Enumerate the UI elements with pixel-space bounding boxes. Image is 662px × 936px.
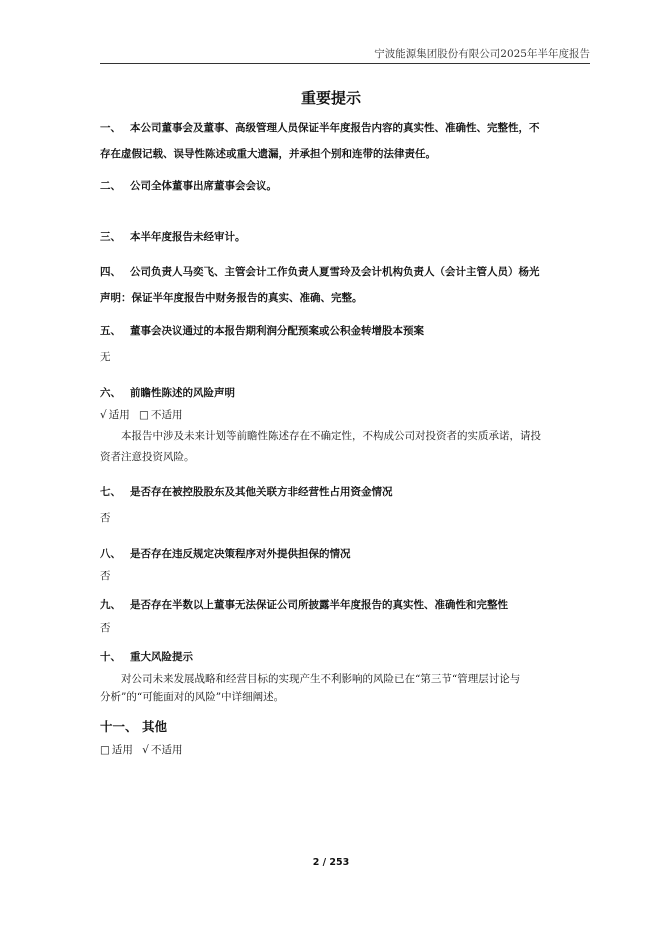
section-10: [100, 644, 594, 670]
section-3: [100, 224, 594, 250]
section-text: 公司全体董事出席董事会会议。: [130, 180, 277, 192]
section-7-body: 否: [100, 512, 111, 524]
page-number: 2 / 253: [312, 857, 350, 868]
section-text: 是否存在半数以上董事无法保证公司所披露半年度报告的真实性、准确性和完整性: [130, 599, 508, 611]
section-number: 六、: [100, 387, 121, 399]
section-text-cont: 声明：保证半年度报告中财务报告的真实、准确、完整。: [100, 292, 363, 304]
section-number: 七、: [100, 486, 121, 498]
section-4: [100, 259, 594, 311]
section-text: 前瞻性陈述的风险声明: [130, 387, 235, 399]
section-text: 重大风险提示: [130, 651, 193, 663]
unchecked-box-icon: □: [100, 744, 110, 756]
option-applicable: 适用: [108, 409, 130, 421]
section-11: [100, 714, 594, 740]
page-title: 重要提示: [300, 89, 361, 107]
section-text: 公司负责人马奕飞、主管会计工作负责人夏雪玲及会计机构负责人（会计主管人员）杨光: [130, 266, 540, 278]
section-text: 是否存在被控股股东及其他关联方非经营性占用资金情况: [130, 486, 393, 498]
section-6-body-line2: 资者注意投资风险。: [100, 451, 195, 463]
section-text: 本公司董事会及董事、高级管理人员保证半年度报告内容的真实性、准确性、完整性，不: [130, 122, 540, 134]
section-5-body: 无: [100, 351, 111, 363]
section-number: 十一、: [100, 719, 138, 734]
section-6-options: [100, 405, 594, 425]
section-5: [100, 318, 594, 344]
section-6-body-line1: 本报告中涉及未来计划等前瞻性陈述存在不确定性，不构成公司对投资者的实质承诺，请投: [121, 430, 541, 442]
section-number: 一、: [100, 122, 121, 134]
section-text: 是否存在违反规定决策程序对外提供担保的情况: [130, 548, 351, 560]
section-number: 四、: [100, 266, 121, 278]
checked-box-icon: √: [142, 744, 149, 756]
option-not-applicable: 不适用: [150, 409, 183, 421]
section-number: 二、: [100, 180, 121, 192]
section-11-options: [100, 740, 594, 760]
section-9-body: 否: [100, 622, 111, 634]
section-text-cont: 存在虚假记载、误导性陈述或重大遗漏，并承担个别和连带的法律责任。: [100, 148, 436, 160]
section-8-body: 否: [100, 570, 111, 582]
running-header: 宁波能源集团股份有限公司2025年半年度报告: [374, 48, 590, 60]
section-7: [100, 479, 594, 505]
option-not-applicable: 不适用: [150, 744, 183, 756]
section-number: 八、: [100, 548, 121, 560]
section-10-body-line1: 对公司未来发展战略和经营目标的实现产生不利影响的风险已在“第三节“管理层讨论与: [121, 673, 521, 685]
section-6: [100, 380, 594, 406]
header-rule: [100, 63, 590, 64]
section-text: 董事会决议通过的本报告期利润分配预案或公积金转增股本预案: [130, 325, 424, 337]
section-1: [100, 115, 594, 167]
section-10-body-line2: 分析”的“可能面对的风险”中详细阐述。: [100, 691, 285, 703]
section-number: 五、: [100, 325, 121, 337]
section-number: 九、: [100, 599, 121, 611]
section-8: [100, 541, 594, 567]
unchecked-box-icon: □: [139, 409, 149, 421]
section-2: [100, 173, 594, 199]
section-9: [100, 592, 594, 618]
section-number: 十、: [100, 651, 121, 663]
checked-box-icon: √: [100, 409, 107, 421]
section-text: 其他: [142, 719, 168, 734]
option-applicable: 适用: [111, 744, 133, 756]
section-text: 本半年度报告未经审计。: [130, 231, 246, 243]
section-number: 三、: [100, 231, 121, 243]
